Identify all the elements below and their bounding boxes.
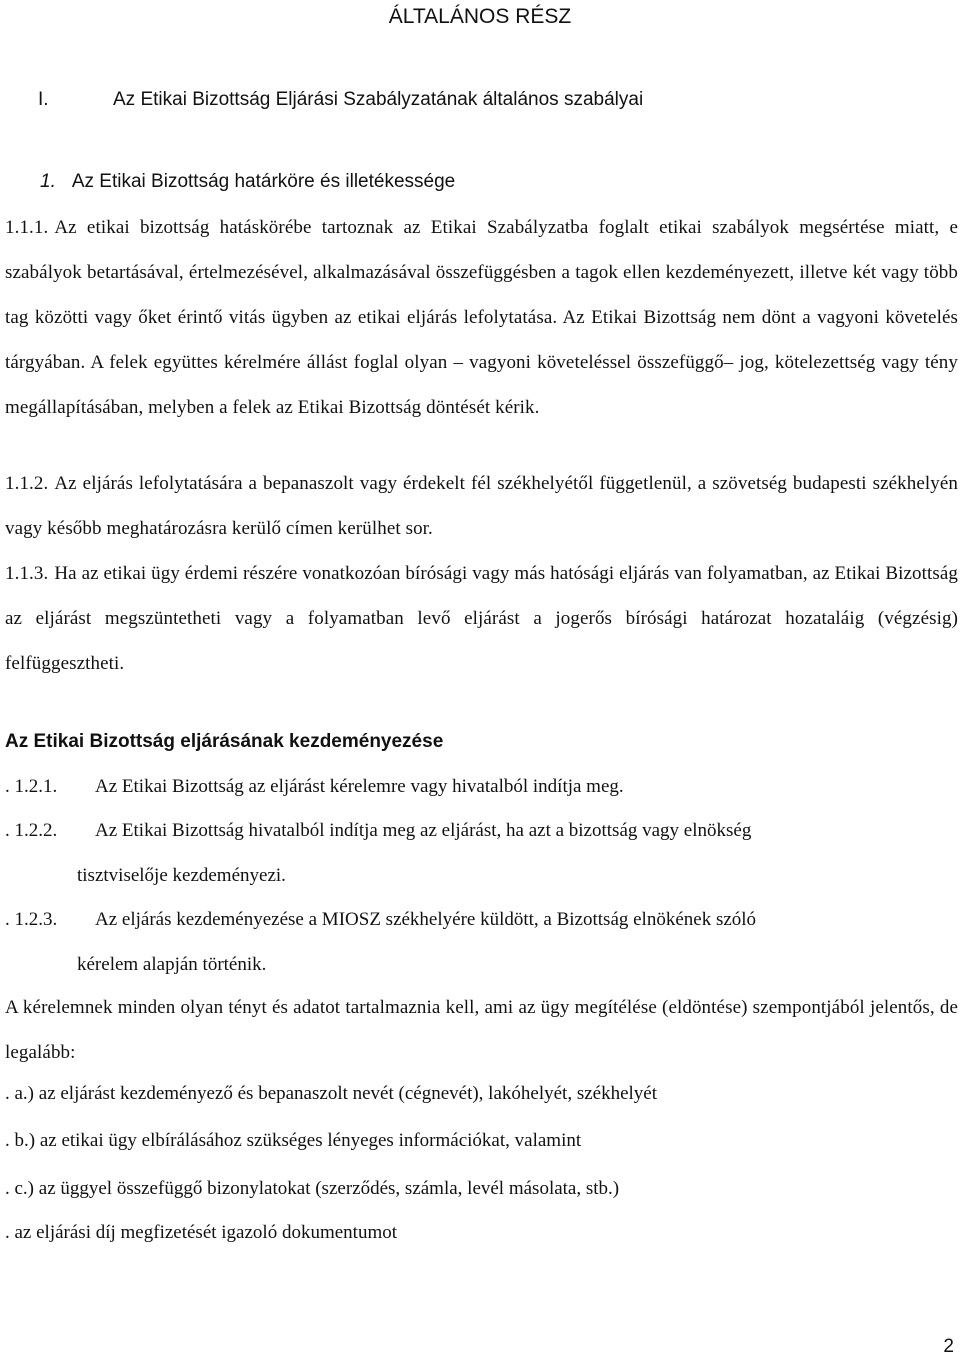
paragraph-text: Ha az etikai ügy érdemi részére vonatkozóan bírósági vagy más hatósági eljárás van folyamatban, az Etikai Bizottság az eljárást megszüntetheti vagy a folyamatban levő eljárást a jogerős bírósági határozat hozataláig (végzésig) felfüggesztheti. [5, 563, 958, 674]
request-paragraph: A kérelemnek minden olyan tényt és adatot tartalmaznia kell, ami az ügy megítélése (eldöntése) szempontjából jelentős, de legalább: [5, 997, 958, 1063]
item-text: Az Etikai Bizottság az eljárást kérelemre vagy hivatalból indítja meg. [95, 776, 624, 797]
subsection-heading [40, 169, 455, 195]
page-number: 2 [943, 1336, 954, 1357]
item-continuation: tisztviselője kezdeményezi. [77, 865, 286, 886]
subsection-title: Az Etikai Bizottság határköre és illetékessége [71, 171, 456, 192]
paragraph-number: 1.1.1. [5, 217, 49, 238]
item-text: Az eljárás kezdeményezése a MIOSZ székhelyére küldött, a Bizottság elnökének szóló [95, 909, 757, 930]
item-1-2-3 [5, 897, 958, 987]
requirement-item-b: . b.) az etikai ügy elbírálásához szükséges lényeges információkat, valamint [5, 1130, 582, 1151]
paragraph-1-1-1 [5, 205, 958, 430]
subsection-number: 1. [40, 171, 56, 192]
item-1-2-2 [5, 808, 958, 898]
requirement-item-c: . c.) az üggyel összefüggő bizonylatokat (szerződés, számla, levél másolata, stb.) [5, 1178, 620, 1199]
paragraph-1-1-2 [5, 461, 958, 551]
item-number: . 1.2.3. [5, 909, 58, 930]
section-number: I. [38, 89, 49, 110]
item-text: Az Etikai Bizottság hivatalból indítja meg az eljárást, ha azt a bizottság vagy elnökség [95, 820, 752, 841]
paragraph-number: 1.1.2. [5, 473, 49, 494]
item-1-2-1 [5, 764, 958, 809]
requirement-item-fee: . az eljárási díj megfizetését igazoló dokumentumot [5, 1222, 398, 1243]
paragraph-number: 1.1.3. [5, 563, 49, 584]
requirement-item-a: . a.) az eljárást kezdeményező és bepanaszolt nevét (cégnevét), lakóhelyét, székhelyét [5, 1083, 658, 1104]
paragraph-text: Az etikai bizottság hatáskörébe tartoznak az Etikai Szabályzatba foglalt etikai szabályok megsértése miatt, e szabályok betartásával, értelmezésével, alkalmazásával összefüggésben a tagok ellen kezdeményezett, illetve két vagy több tag közötti vagy őket érintő vitás ügyben az etikai eljárás lefolytatása. Az Etikai Bizottság nem dönt a vagyoni követelés tárgyában. A felek együttes kérelmére állást foglal olyan – vagyoni követeléssel összefüggő– jog, kötelezettség vagy tény megállapításában, melyben a felek az Etikai Bizottság döntését kérik. [5, 217, 958, 418]
paragraph-1-1-3 [5, 551, 958, 686]
item-number: . 1.2.2. [5, 820, 58, 841]
page-title: ÁLTALÁNOS RÉSZ [388, 5, 572, 28]
item-number: . 1.2.1. [5, 776, 58, 797]
section-heading: Az Etikai Bizottság eljárásának kezdeményezése [5, 731, 444, 752]
paragraph-text: Az eljárás lefolytatására a bepanaszolt vagy érdekelt fél székhelyétől függetlenül, a szövetség budapesti székhelyén vagy később meghatározásra kerülő címen kerülhet sor. [5, 473, 958, 539]
section-title: Az Etikai Bizottság Eljárási Szabályzatának általános szabályai [113, 89, 644, 110]
item-continuation: kérelem alapján történik. [77, 954, 267, 975]
